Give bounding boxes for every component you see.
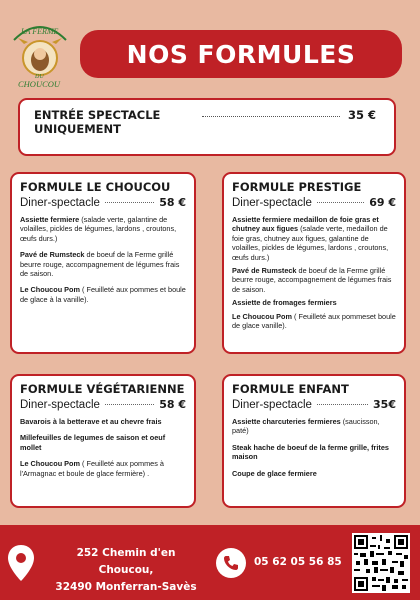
- formule-subtitle: Diner-spectacle: [232, 399, 312, 411]
- menu-item: Assiette fermiere (salade verte, galantine de volailles, pickles de légumes, lardons , croutons, œufs durs.): [20, 215, 177, 243]
- dotted-leader: [317, 404, 368, 405]
- menu-item: Assiette de fromages fermiers: [232, 298, 337, 308]
- menu-item: Millefeuilles de legumes de saison et oeuf mollet: [20, 433, 166, 452]
- formule-title: FORMULE VÉGÉTARIENNE: [20, 382, 185, 396]
- menu-item: Le Choucou Pom ( Feuilleté aux pommeset boule de glace vanille).: [232, 311, 396, 331]
- title-banner: [80, 30, 402, 78]
- formule-title: FORMULE LE CHOUCOU: [20, 180, 171, 194]
- menu-item: Le Choucou Pom ( Feuilleté aux pommes et boule de glace à la vanille).: [20, 285, 186, 304]
- formule-title: FORMULE PRESTIGE: [232, 180, 362, 194]
- formule-subtitle: Diner-spectacle: [20, 197, 100, 209]
- menu-item: Le Choucou Pom ( Feuilleté aux pommes à l'Armagnac et boule de glace fermière) .: [20, 459, 164, 478]
- menu-item: Pavé de Rumsteck de boeuf de la Ferme grillé beurre rouge, accompagnement de légumes frais de saison.: [20, 250, 180, 279]
- location-pin-icon: [6, 543, 36, 588]
- menu-item: Coupe de glace fermiere: [232, 468, 317, 478]
- menu-item: Bavarois à la betterave et au chevre frais: [20, 417, 162, 426]
- dotted-leader: [105, 202, 154, 203]
- formule-prestige-card: [222, 172, 406, 354]
- menu-item: Assiette charcuteries fermieres (saucisson, paté): [232, 417, 380, 436]
- phone-number[interactable]: 05 62 05 56 85: [254, 556, 342, 568]
- qr-code[interactable]: [352, 533, 410, 593]
- menu-item: Assiette fermiere medaillon de foie gras et chutney aux figues (salade verte, medaillon de foie gras, chutney aux figues, galantine de volailles, pickles de légumes, lardons , croutons, œufs durs.): [232, 215, 389, 262]
- address: [48, 545, 204, 596]
- address-line1: 252 Chemin d'en Choucou,: [76, 547, 176, 576]
- formule-title: FORMULE ENFANT: [232, 382, 349, 396]
- formule-vegetarienne-card: [10, 374, 196, 508]
- dotted-leader: [105, 404, 154, 405]
- address-line2: 32490 Monferran-Savès: [55, 581, 197, 593]
- entree-name-line2: UNIQUEMENT: [34, 122, 121, 136]
- formule-price: 58 €: [159, 196, 186, 209]
- entree-name-line1: ENTRÉE SPECTACLE: [34, 108, 161, 122]
- phone-icon: [216, 548, 246, 578]
- formule-price: 58 €: [159, 398, 186, 411]
- logo-text-top: LA FERME: [21, 27, 59, 36]
- formule-price: 35€: [373, 398, 396, 411]
- menu-item: Pavé de Rumsteck de boeuf de la Ferme grillé beurre rouge, accompagnement de légumes frais de saison.: [232, 266, 392, 294]
- dotted-leader: [202, 108, 340, 117]
- entree-name: [34, 108, 194, 136]
- entree-spectacle-card: [18, 98, 396, 156]
- farm-logo: [8, 18, 72, 90]
- formule-subtitle: Diner-spectacle: [20, 399, 100, 411]
- dotted-leader: [317, 202, 364, 203]
- menu-item: Steak hache de boeuf de la ferme grille, frites maison: [232, 442, 389, 462]
- footer-bar: [0, 525, 420, 600]
- formule-choucou-card: [10, 172, 196, 354]
- logo-text-du: DU: [35, 74, 44, 80]
- logo-text-bottom: CHOUCOU: [18, 79, 61, 89]
- formule-enfant-card: [222, 374, 406, 508]
- entree-price: 35 €: [347, 108, 376, 122]
- formule-price: 69 €: [369, 196, 396, 209]
- page-title: NOS FORMULES: [126, 39, 356, 69]
- formule-subtitle: Diner-spectacle: [232, 197, 312, 209]
